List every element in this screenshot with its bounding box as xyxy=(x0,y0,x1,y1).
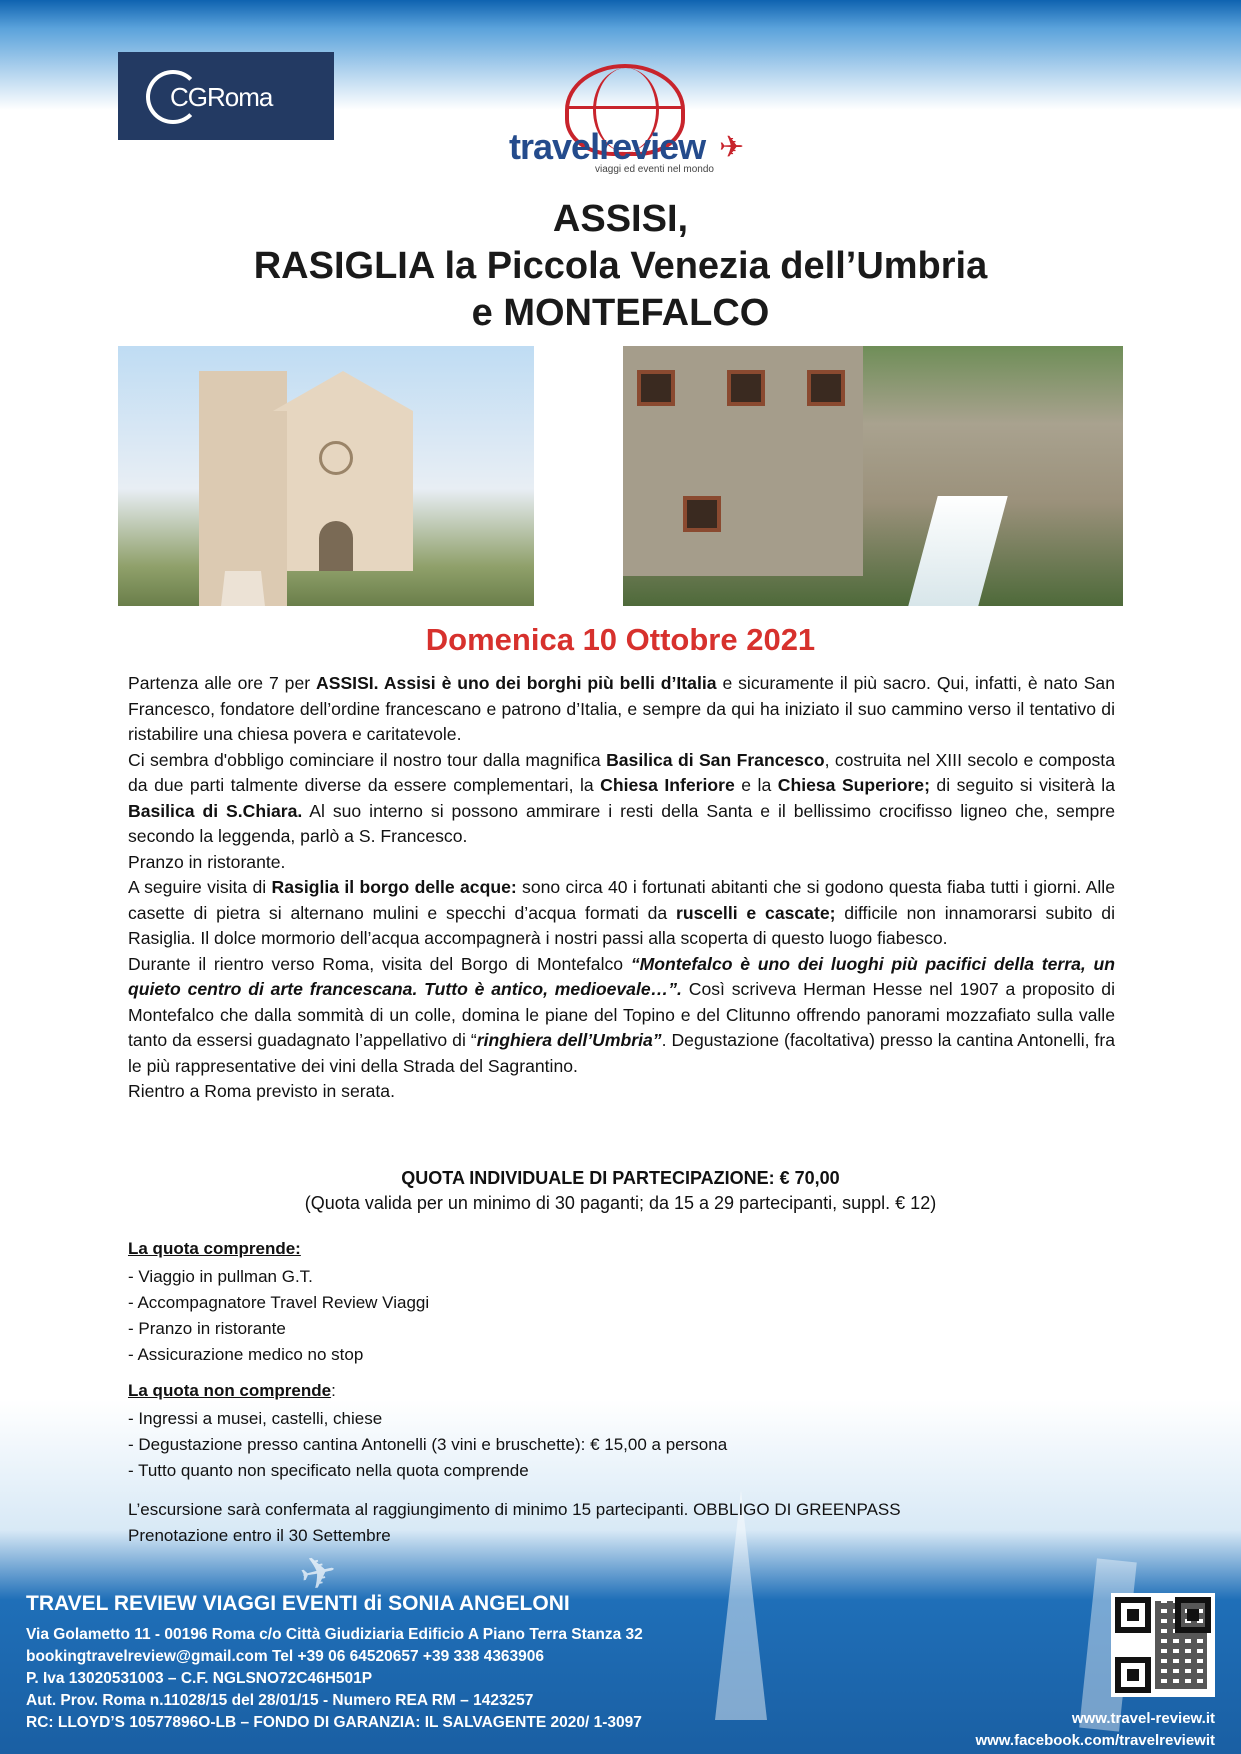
paragraph-basilica: Ci sembra d'obbligo cominciare il nostro tour dalla magnifica Basilica di San Francesco, costruita nel XIII secolo e composta da due parti talmente diverse da essere complementari, la Chiesa Inferiore e la Chiesa Superiore; di seguito si visiterà la Basilica di S.Chiara. Al suo interno si possono ammirare i resti della Santa e il bellissimo crocifisso ligneo che, sempre secondo la leggenda, parlò a S. Francesco. xyxy=(128,749,1115,846)
excluded-list xyxy=(128,1378,1028,1484)
waterfall-illustration xyxy=(908,496,1007,606)
list-item: - Ingressi a musei, castelli, chiese xyxy=(128,1406,1028,1432)
rasiglia-village-photo xyxy=(623,346,1123,606)
price-line: QUOTA INDIVIDUALE DI PARTECIPAZIONE: € 70,00 xyxy=(401,1168,840,1188)
list-item: - Assicurazione medico no stop xyxy=(128,1342,1028,1368)
basilica-illustration xyxy=(213,411,413,571)
included-list xyxy=(128,1236,1028,1368)
list-item: - Degustazione presso cantina Antonelli (3 vini e bruschette): € 15,00 a persona xyxy=(128,1432,1028,1458)
plane-icon: ✈ xyxy=(719,131,745,164)
confirmation-note: L’escursione sarà confermata al raggiungimento di minimo 15 partecipanti. OBBLIGO DI GREENPASS xyxy=(128,1500,901,1519)
list-item: - Accompagnatore Travel Review Viaggi xyxy=(128,1290,1028,1316)
stone-house-illustration xyxy=(623,346,863,576)
contact-line[interactable]: bookingtravelreview@gmail.com Tel +39 06 64520657 +39 338 4363906 xyxy=(26,1648,545,1665)
page-title xyxy=(0,196,1241,337)
title-line-1: ASSISI, xyxy=(552,198,689,240)
facebook-link[interactable]: www.facebook.com/travelreviewit xyxy=(975,1732,1215,1749)
price-section xyxy=(0,1166,1241,1216)
airplane-icon: ✈ xyxy=(295,1545,342,1602)
qr-code-icon[interactable] xyxy=(1111,1593,1215,1697)
paragraph-rasiglia: A seguire visita di Rasiglia il borgo delle acque: sono circa 40 i fortunati abitanti che si godono questa fiaba tutti i giorni. Alle casette di pietra si alternano mulini e specchi d’acqua formati da ruscelli e cascate; difficile non innamorarsi subito di Rasiglia. Il dolce mormorio dell’acqua accompagnerà i nostri passi alla scoperta di questo luogo fiabesco. xyxy=(128,877,1115,948)
included-heading: La quota comprende: xyxy=(128,1239,301,1258)
footer-links xyxy=(975,1708,1215,1752)
title-line-3: e MONTEFALCO xyxy=(471,292,770,334)
assisi-basilica-photo xyxy=(118,346,534,606)
booking-note xyxy=(128,1497,1115,1549)
insurance-line: RC: LLOYD’S 10577896O-LB – FONDO DI GARANZIA: IL SALVAGENTE 2020/ 1-3097 xyxy=(26,1714,642,1731)
company-name: TRAVEL REVIEW VIAGGI EVENTI di SONIA ANGELONI xyxy=(26,1592,570,1615)
booking-deadline: Prenotazione entro il 30 Settembre xyxy=(128,1526,391,1545)
address-line: Via Golametto 11 - 00196 Roma c/o Città Giudiziaria Edificio A Piano Terra Stanza 32 xyxy=(26,1626,643,1643)
vat-line: P. Iva 13020531003 – C.F. NGLSNO72C46H501P xyxy=(26,1670,373,1687)
title-line-2: RASIGLIA la Piccola Venezia dell’Umbria xyxy=(253,245,988,287)
list-item: - Pranzo in ristorante xyxy=(128,1316,1028,1342)
cgroma-logo-text: CGRoma xyxy=(170,82,273,112)
website-link[interactable]: www.travel-review.it xyxy=(1071,1710,1215,1727)
paragraph-assisi: Partenza alle ore 7 per ASSISI. Assisi è uno dei borghi più belli d’Italia e sicuramente il più sacro. Qui, infatti, è nato San Francesco, fondatore dell’ordine francescano e patrono d’Italia, e sempre da qui ha iniziato il suo cammino verso il tentativo di ristabilire una chiesa povera e caritatevole. xyxy=(128,673,1115,744)
list-item: - Tutto quanto non specificato nella quota comprende xyxy=(128,1458,1028,1484)
license-line: Aut. Prov. Roma n.11028/15 del 28/01/15 - Numero REA RM – 1423257 xyxy=(26,1692,534,1709)
list-item: - Viaggio in pullman G.T. xyxy=(128,1264,1028,1290)
paragraph-return: Rientro a Roma previsto in serata. xyxy=(128,1081,395,1101)
paragraph-montefalco: Durante il rientro verso Roma, visita del Borgo di Montefalco “Montefalco è uno dei luoghi più pacifici della terra, un quieto centro di arte francescana. Tutto è antico, medioevale…”. Così scriveva Herman Hesse nel 1907 a proposito di Montefalco che dalla sommità di un colle, domina le piane del Topino e del Clitunno offrendo panorami mozzafiato sulla valle tanto da essersi guadagnato l’appellativo di “ringhiera dell’Umbria”. Degustazione (facoltativa) presso la cantina Antonelli, fra le più rappresentative dei vini della Strada del Sagrantino. xyxy=(128,953,1116,1076)
footer-company-info xyxy=(26,1592,643,1734)
itinerary-text xyxy=(128,671,1115,1105)
travelreview-logo xyxy=(505,64,755,179)
event-date: Domenica 10 Ottobre 2021 xyxy=(425,622,816,657)
price-conditions: (Quota valida per un minimo di 30 paganti; da 15 a 29 partecipanti, suppl. € 12) xyxy=(304,1193,937,1213)
excluded-heading: La quota non comprende xyxy=(128,1381,332,1400)
travelreview-brand: travelreview xyxy=(509,126,706,167)
cgroma-logo xyxy=(118,52,334,140)
excluded-heading-colon: : xyxy=(331,1381,336,1400)
paragraph-lunch: Pranzo in ristorante. xyxy=(128,851,286,872)
travelreview-tagline: viaggi ed eventi nel mondo xyxy=(595,164,714,175)
